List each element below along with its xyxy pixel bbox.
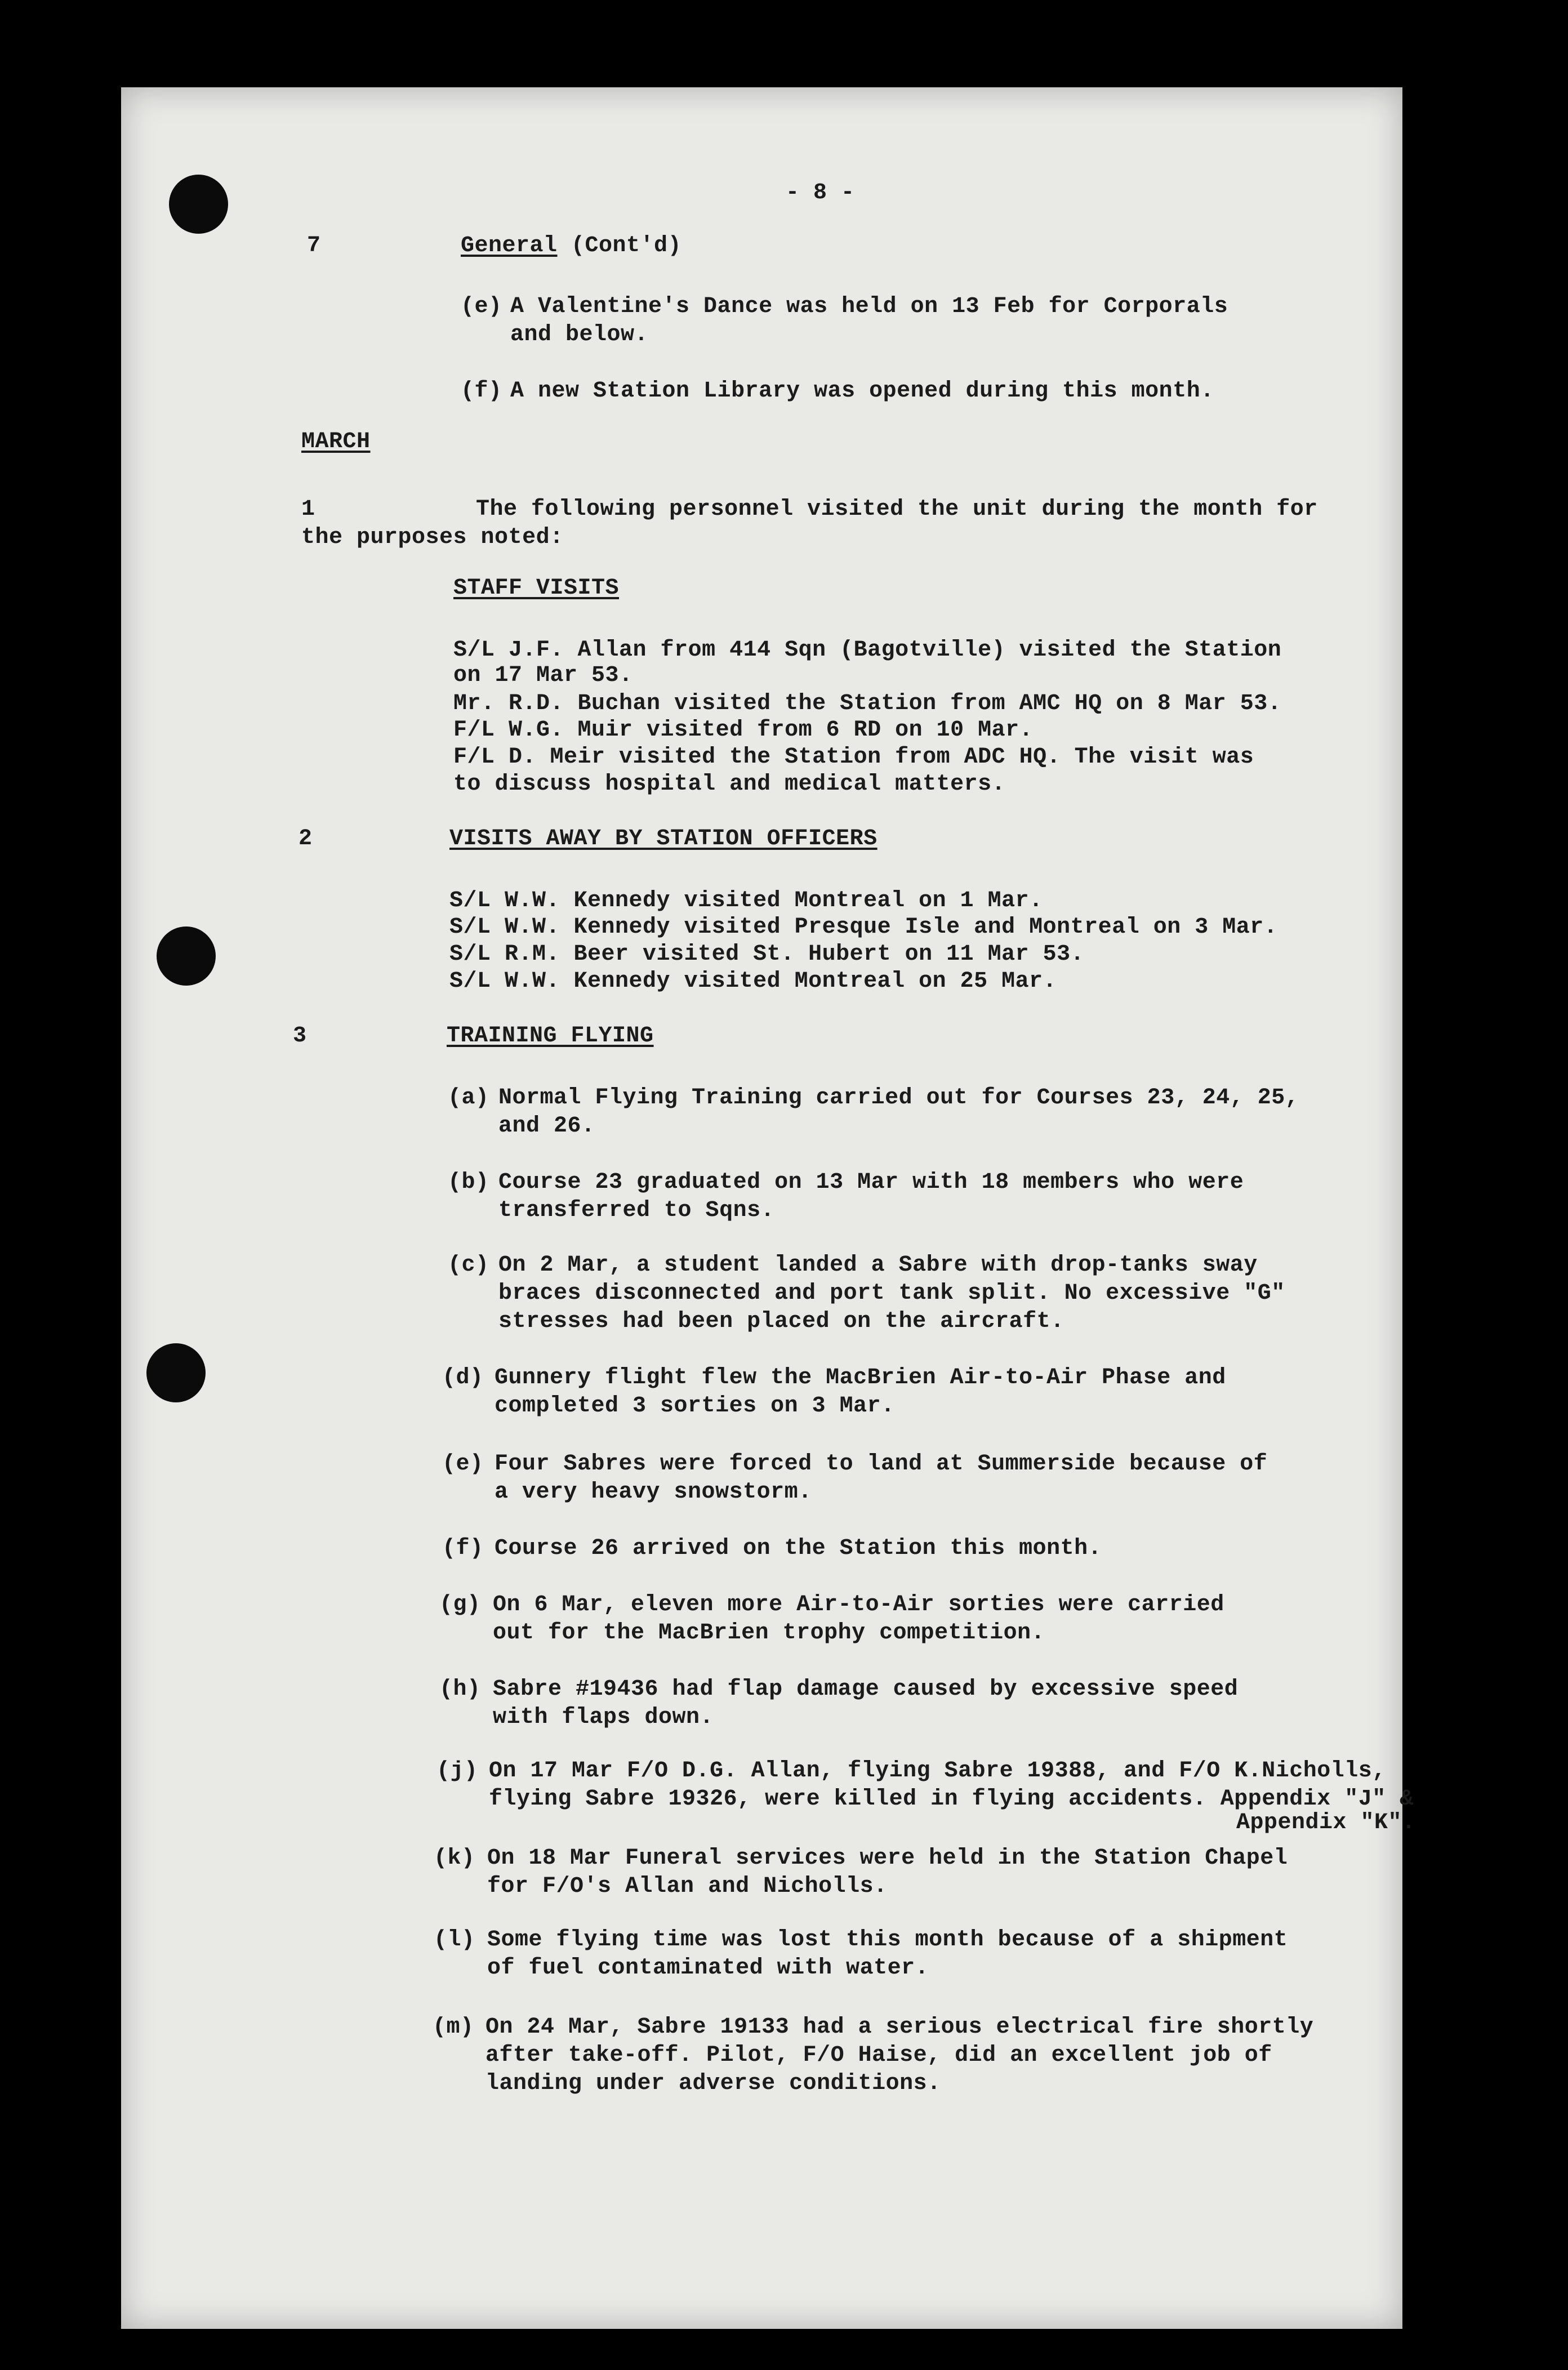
- item-label: (a): [448, 1085, 489, 1111]
- punch-hole: [157, 926, 216, 986]
- item-line: completed 3 sorties on 3 Mar.: [495, 1393, 895, 1419]
- paragraph-number: 1: [301, 497, 315, 522]
- item-label: (b): [448, 1170, 489, 1195]
- item-line: braces disconnected and port tank split. No excessive "G": [498, 1281, 1285, 1306]
- paragraph-number: 2: [299, 826, 313, 852]
- staff-visit-line: F/L W.G. Muir visited from 6 RD on 10 Mar.: [453, 718, 1034, 743]
- item-line: flying Sabre 19326, were killed in flying accidents. Appendix "J" &: [489, 1787, 1414, 1812]
- item-line: landing under adverse conditions.: [485, 2071, 941, 2096]
- item-line: and below.: [510, 322, 649, 348]
- item-line: after take-off. Pilot, F/O Haise, did an excellent job of: [485, 2043, 1272, 2068]
- section-heading-title: General: [461, 233, 558, 259]
- item-line: A new Station Library was opened during this month.: [510, 378, 1214, 404]
- paragraph-line: the purposes noted:: [301, 525, 564, 550]
- item-label: (f): [461, 378, 502, 404]
- punch-hole: [146, 1343, 206, 1402]
- item-label: (l): [434, 1927, 475, 1953]
- item-label: (e): [442, 1451, 484, 1477]
- item-label: (g): [439, 1592, 481, 1618]
- item-line: Some flying time was lost this month because of a shipment: [487, 1927, 1288, 1953]
- item-label: (m): [433, 2015, 474, 2040]
- item-line: Four Sabres were forced to land at Summerside because of: [495, 1451, 1268, 1477]
- item-line: On 6 Mar, eleven more Air-to-Air sorties were carried: [493, 1592, 1224, 1618]
- item-line: On 2 Mar, a student landed a Sabre with drop-tanks sway: [498, 1253, 1258, 1278]
- paragraph-number: 3: [293, 1023, 307, 1049]
- staff-visit-line: Mr. R.D. Buchan visited the Station from AMC HQ on 8 Mar 53.: [453, 691, 1282, 716]
- item-label: (j): [436, 1758, 478, 1784]
- section-heading: [461, 232, 681, 260]
- item-line: On 17 Mar F/O D.G. Allan, flying Sabre 19388, and F/O K.Nicholls,: [489, 1758, 1386, 1784]
- item-line: A Valentine's Dance was held on 13 Feb for Corporals: [510, 294, 1228, 319]
- item-line: transferred to Sqns.: [498, 1198, 775, 1223]
- item-line: Normal Flying Training carried out for Courses 23, 24, 25,: [498, 1085, 1299, 1111]
- staff-visits-heading: STAFF VISITS: [453, 576, 620, 601]
- training-flying-heading: TRAINING FLYING: [447, 1023, 654, 1049]
- item-line: out for the MacBrien trophy competition.: [493, 1620, 1045, 1646]
- section-heading-suffix: (Cont'd): [557, 233, 682, 259]
- paragraph-line: The following personnel visited the unit during the month for: [476, 497, 1318, 522]
- item-label: (f): [442, 1536, 484, 1561]
- visit-away-line: S/L W.W. Kennedy visited Presque Isle and Montreal on 3 Mar.: [449, 915, 1278, 940]
- visit-away-line: S/L R.M. Beer visited St. Hubert on 11 Mar 53.: [449, 942, 1085, 967]
- visit-away-line: S/L W.W. Kennedy visited Montreal on 1 Mar.: [449, 888, 1043, 914]
- item-line: Course 26 arrived on the Station this month.: [495, 1536, 1102, 1561]
- item-line: and 26.: [498, 1113, 595, 1139]
- item-line: Appendix "K".: [1236, 1810, 1416, 1836]
- item-line: stresses had been placed on the aircraft.: [498, 1309, 1064, 1334]
- staff-visit-line: to discuss hospital and medical matters.: [453, 772, 1006, 797]
- visits-away-heading: VISITS AWAY BY STATION OFFICERS: [449, 826, 877, 852]
- staff-visit-line: S/L J.F. Allan from 414 Sqn (Bagotville) visited the Station: [453, 638, 1282, 663]
- item-line: for F/O's Allan and Nicholls.: [487, 1874, 888, 1899]
- month-heading: MARCH: [301, 429, 371, 455]
- item-line: Gunnery flight flew the MacBrien Air-to-Air Phase and: [495, 1365, 1226, 1391]
- item-line: a very heavy snowstorm.: [495, 1480, 812, 1505]
- item-label: (e): [461, 294, 502, 319]
- item-label: (c): [448, 1253, 489, 1278]
- staff-visit-line: F/L D. Meir visited the Station from ADC HQ. The visit was: [453, 745, 1254, 770]
- item-line: Course 23 graduated on 13 Mar with 18 members who were: [498, 1170, 1244, 1195]
- visit-away-line: S/L W.W. Kennedy visited Montreal on 25 Mar.: [449, 969, 1057, 994]
- item-line: with flaps down.: [493, 1705, 714, 1730]
- item-label: (d): [442, 1365, 484, 1391]
- item-line: On 24 Mar, Sabre 19133 had a serious electrical fire shortly: [485, 2015, 1314, 2040]
- item-line: Sabre #19436 had flap damage caused by excessive speed: [493, 1677, 1239, 1702]
- item-label: (k): [434, 1846, 475, 1871]
- punch-hole: [169, 175, 228, 234]
- section-number: 7: [307, 233, 321, 259]
- item-line: of fuel contaminated with water.: [487, 1955, 929, 1981]
- staff-visit-line: on 17 Mar 53.: [453, 663, 633, 688]
- item-label: (h): [439, 1677, 481, 1702]
- item-line: On 18 Mar Funeral services were held in the Station Chapel: [487, 1846, 1288, 1871]
- page-number: - 8 -: [786, 180, 855, 206]
